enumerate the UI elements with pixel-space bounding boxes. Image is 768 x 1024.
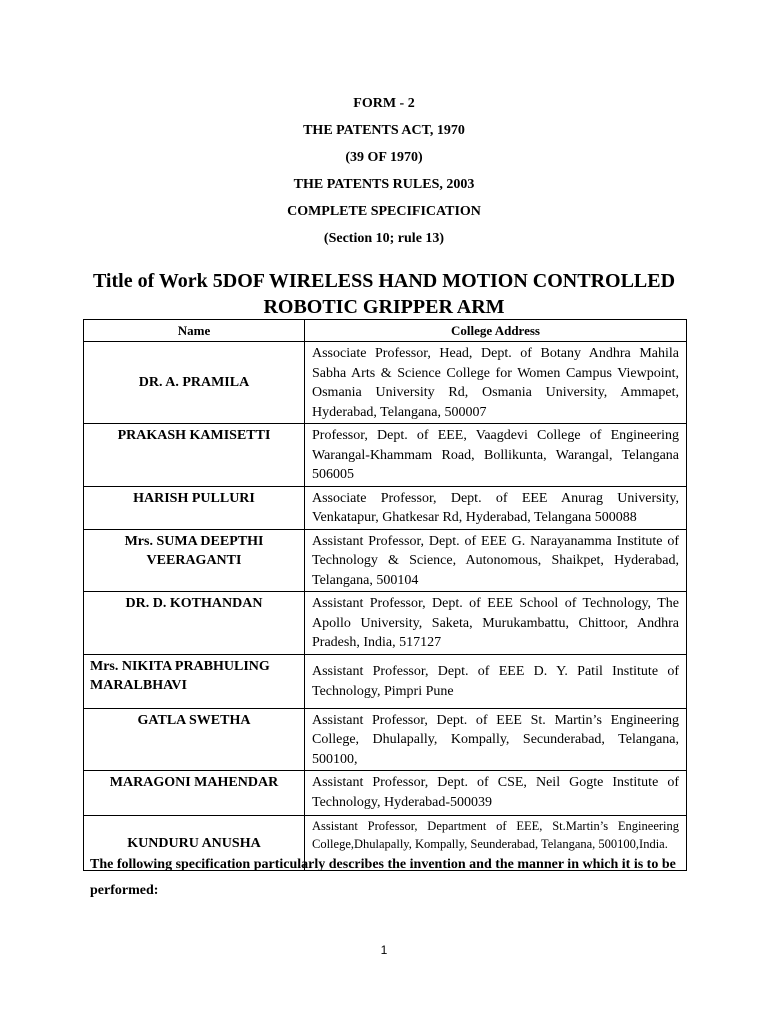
inventor-address: Associate Professor, Head, Dept. of Botany Andhra Mahila Sabha Arts & Science College for Women Campus Viewpoint, Osmania University Rd, Osmania University, Ammapet, Hyderabad, Telangana, 500007 — [305, 342, 687, 424]
inventor-address: Assistant Professor, Dept. of CSE, Neil Gogte Institute of Technology, Hyderabad-500039 — [305, 771, 687, 816]
table-row — [84, 342, 687, 424]
inventor-name: DR. A. PRAMILA — [84, 342, 305, 424]
inventor-address: Assistant Professor, Dept. of EEE G. Narayanamma Institute of Technology & Science, Autonomous, Shaikpet, Hyderabad, Telangana, 500104 — [305, 529, 687, 592]
inventor-address: Professor, Dept. of EEE, Vaagdevi College of Engineering Warangal-Khammam Road, Bollikunta, Warangal, Telangana 506005 — [305, 424, 687, 487]
inventor-name: PRAKASH KAMISETTI — [84, 424, 305, 487]
inventor-address: Assistant Professor, Dept. of EEE School of Technology, The Apollo University, Saketa, Murukambattu, Chittoor, Andhra Pradesh, India, 517127 — [305, 592, 687, 655]
table-row — [84, 424, 687, 487]
page-number: 1 — [380, 943, 388, 957]
table-row — [84, 486, 687, 529]
table-row — [84, 771, 687, 816]
work-title: Title of Work 5DOF WIRELESS HAND MOTION CONTROLLED ROBOTIC GRIPPER ARM — [92, 270, 676, 318]
inventor-address: Associate Professor, Dept. of EEE Anurag University, Venkatapur, Ghatkesar Rd, Hyderabad, Telangana 500088 — [305, 486, 687, 529]
inventor-name: KUNDURU ANUSHA — [84, 816, 305, 871]
inventor-name: HARISH PULLURI — [84, 486, 305, 529]
table-header-row — [84, 320, 687, 342]
inventor-address: Assistant Professor, Dept. of EEE D. Y. Patil Institute of Technology, Pimpri Pune — [305, 654, 687, 708]
section-reference: (Section 10; rule 13) — [323, 231, 445, 246]
inventor-address: Assistant Professor, Dept. of EEE St. Martin’s Engineering College, Dhulapally, Kompally, Secunderabad, Telangana, 500100, — [305, 708, 687, 771]
inventor-name: Mrs. NIKITA PRABHULING MARALBHAVI — [84, 654, 305, 708]
table-row — [84, 529, 687, 592]
act-title: THE PATENTS ACT, 1970 — [303, 123, 465, 138]
table-row — [84, 708, 687, 771]
rules-title: THE PATENTS RULES, 2003 — [293, 177, 475, 192]
column-header-address: College Address — [305, 320, 687, 342]
inventor-name: Mrs. SUMA DEEPTHI VEERAGANTI — [84, 529, 305, 592]
inventors-table — [83, 319, 687, 871]
table-row — [84, 654, 687, 708]
inventor-name: MARAGONI MAHENDAR — [84, 771, 305, 816]
column-header-name: Name — [84, 320, 305, 342]
table-row — [84, 592, 687, 655]
form-number: FORM - 2 — [353, 96, 415, 111]
specification-type: COMPLETE SPECIFICATION — [287, 204, 481, 219]
inventor-name: DR. D. KOTHANDAN — [84, 592, 305, 655]
specification-intro: The following specification particularly describes the invention and the manner in which it is to be performed: — [90, 857, 676, 898]
inventor-address: Assistant Professor, Department of EEE, St.Martin’s Engineering College,Dhulapally, Kompally, Seunderabad, Telangana, 500100,India. — [305, 816, 687, 871]
act-number: (39 OF 1970) — [345, 150, 423, 165]
inventor-name: GATLA SWETHA — [84, 708, 305, 771]
